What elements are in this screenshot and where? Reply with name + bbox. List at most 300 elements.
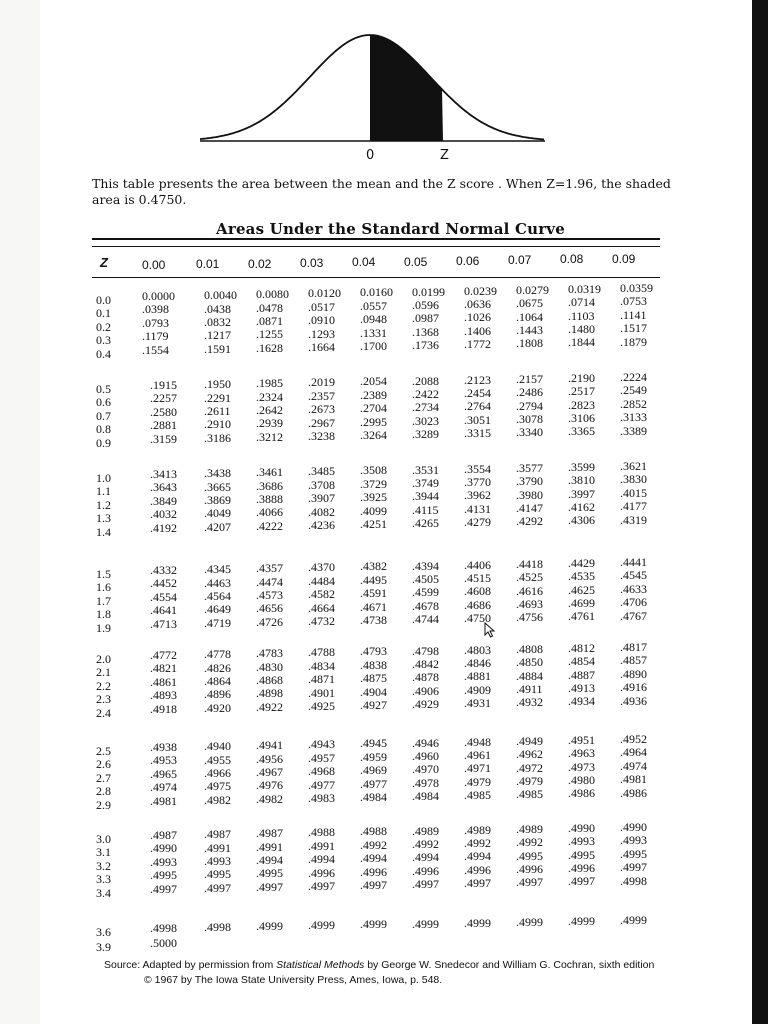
- table-cell: .4881: [464, 669, 491, 684]
- table-cell: .1772: [464, 337, 491, 352]
- table-cell: .1026: [464, 310, 491, 325]
- table-cell: .2967: [308, 415, 335, 430]
- table-cell: .4972: [516, 760, 543, 775]
- table-cell: 0.0000: [142, 289, 175, 303]
- table-cell: .4817: [620, 639, 647, 654]
- table-cell: .4525: [516, 570, 543, 585]
- table-cell: .4960: [412, 748, 439, 763]
- table-cell: .4719: [204, 615, 231, 630]
- table-cell: .4992: [412, 836, 439, 851]
- table-cell: .4967: [256, 765, 283, 779]
- source-line2: © 1967 by The Iowa State University Press, Ames, Iowa, p. 548.: [144, 974, 443, 986]
- table-cell: .4952: [620, 731, 647, 746]
- table-cell: .4938: [150, 740, 177, 754]
- table-cell: .0398: [142, 302, 169, 317]
- table-cell: .0753: [620, 294, 647, 309]
- table-cell: .4994: [360, 851, 387, 866]
- table-cell: .4732: [308, 613, 335, 628]
- table-cell: .1628: [256, 340, 283, 355]
- table-cell: .4989: [412, 823, 439, 838]
- table-cell: .4925: [308, 698, 335, 713]
- table-cell: .4948: [464, 734, 491, 749]
- table-cell: .4292: [516, 514, 543, 529]
- table-cell: .3461: [256, 465, 283, 480]
- row-z-value: 1.1: [96, 484, 111, 499]
- table-cell: .4989: [464, 822, 491, 837]
- table-cell: .2190: [568, 370, 595, 385]
- table-cell: .4993: [150, 854, 177, 869]
- table-cell: .1480: [568, 322, 595, 336]
- row-z-value: 2.3: [96, 692, 111, 707]
- table-cell: .4554: [150, 589, 177, 604]
- table-cell: .4265: [412, 516, 439, 531]
- table-cell: .4998: [620, 873, 647, 888]
- table-cell: .4115: [412, 502, 439, 517]
- column-header: 0.06: [456, 253, 480, 268]
- table-cell: .4992: [360, 837, 387, 852]
- table-cell: .4484: [308, 573, 335, 588]
- table-cell: .4959: [360, 749, 387, 764]
- table-cell: .1554: [142, 342, 169, 357]
- table-cell: .4545: [620, 568, 647, 583]
- table-cell: .4991: [204, 840, 231, 855]
- table-cell: .3133: [620, 410, 647, 425]
- table-cell: .4976: [256, 778, 283, 793]
- table-cell: .4994: [308, 852, 335, 867]
- table-cell: .4998: [150, 921, 177, 935]
- mean-label: 0: [366, 148, 375, 163]
- table-cell: .4997: [150, 881, 177, 896]
- table-cell: .4913: [568, 681, 595, 695]
- table-cell: .1844: [568, 335, 595, 350]
- table-cell: .2549: [620, 383, 647, 398]
- row-z-value: 1.8: [96, 607, 111, 622]
- table-cell: .4394: [412, 558, 439, 573]
- table-cell: .1064: [516, 309, 543, 324]
- table-cell: .4997: [360, 878, 387, 892]
- table-cell: .4999: [620, 912, 647, 927]
- table-cell: .3849: [150, 493, 177, 508]
- table-cell: .4370: [308, 560, 335, 575]
- table-cell: .4505: [412, 571, 439, 586]
- table-cell: .0871: [256, 314, 283, 328]
- table-cell: .3810: [568, 473, 595, 488]
- column-header: 0.07: [508, 253, 532, 268]
- table-cell: .4846: [464, 656, 491, 670]
- table-cell: .2291: [204, 390, 231, 405]
- table-cell: .4066: [256, 505, 283, 520]
- table-cell: .4783: [256, 646, 283, 661]
- row-z-value: 0.6: [96, 395, 111, 410]
- row-z-value: 1.5: [96, 567, 111, 581]
- table-cell: 0.0359: [620, 280, 653, 295]
- table-cell: .4633: [620, 581, 647, 596]
- table-cell: .3708: [308, 477, 335, 492]
- scan-edge-band: [752, 0, 768, 1024]
- table-cell: .4953: [150, 753, 177, 768]
- table-cell: .4999: [516, 914, 543, 929]
- row-z-value: 2.5: [96, 744, 111, 758]
- table-cell: .4994: [464, 849, 491, 864]
- table-cell: .4082: [308, 504, 335, 519]
- table-cell: .2486: [516, 385, 543, 400]
- table-cell: .4345: [204, 562, 231, 577]
- table-cell: .3907: [308, 491, 335, 506]
- table-cell: .4993: [204, 853, 231, 868]
- table-cell: .3888: [256, 492, 283, 506]
- table-cell: .4949: [516, 733, 543, 748]
- table-cell: .4977: [360, 776, 387, 791]
- table-cell: .4686: [464, 597, 491, 612]
- table-cell: .3078: [516, 411, 543, 426]
- column-header: 0.02: [248, 256, 272, 271]
- table-cell: .4750: [464, 611, 491, 626]
- mouse-cursor-icon: [484, 622, 496, 638]
- table-cell: .4236: [308, 517, 335, 532]
- table-cell: .0832: [204, 314, 231, 329]
- table-cell: .3413: [150, 467, 177, 481]
- table-cell: .1443: [516, 322, 543, 337]
- table-cell: .4940: [204, 739, 231, 754]
- table-cell: .4357: [256, 561, 283, 576]
- table-cell: .4251: [360, 517, 387, 531]
- table-cell: .0438: [204, 301, 231, 316]
- table-cell: .4319: [620, 512, 647, 527]
- table-cell: .4999: [568, 913, 595, 928]
- table-cell: .3238: [308, 428, 335, 443]
- table-cell: .4984: [360, 790, 387, 804]
- table-cell: .3106: [568, 411, 595, 425]
- table-cell: .4941: [256, 738, 283, 753]
- table-cell: .2734: [412, 400, 439, 415]
- column-header: 0.08: [560, 252, 584, 267]
- table-cell: .4922: [256, 699, 283, 714]
- table-cell: .1517: [620, 321, 647, 336]
- table-cell: .4979: [516, 773, 543, 788]
- table-cell: .4573: [256, 588, 283, 602]
- table-cell: .4850: [516, 655, 543, 670]
- table-cell: .2794: [516, 398, 543, 413]
- table-cell: .2157: [516, 371, 543, 386]
- table-cell: .2517: [568, 384, 595, 399]
- column-header: 0.09: [612, 251, 636, 266]
- table-cell: .4978: [412, 775, 439, 790]
- table-cell: .0714: [568, 295, 595, 310]
- row-z-value: 3.9: [96, 940, 111, 955]
- table-cell: .4980: [568, 773, 595, 787]
- table-cell: .4015: [620, 485, 647, 500]
- table-cell: .2611: [204, 403, 231, 418]
- table-cell: .4726: [256, 614, 283, 629]
- row-z-value: 3.2: [96, 858, 111, 873]
- row-z-value: 1.9: [96, 620, 111, 635]
- table-cell: 0.0080: [256, 287, 289, 302]
- table-cell: .4887: [568, 667, 595, 682]
- table-cell: .1915: [150, 378, 177, 392]
- row-z-value: 3.3: [96, 872, 111, 887]
- table-cell: .2852: [620, 396, 647, 411]
- intro-text: This table presents the area between the mean and the Z score . When Z=1.96, the shaded area is 0.4750.: [92, 176, 671, 207]
- table-cell: .4744: [412, 612, 439, 627]
- table-cell: .4625: [568, 582, 595, 597]
- table-cell: .4998: [204, 920, 231, 935]
- table-cell: .4995: [568, 847, 595, 862]
- table-cell: .4131: [464, 501, 491, 516]
- table-cell: .1664: [308, 339, 335, 354]
- table-cell: .4929: [412, 697, 439, 712]
- table-cell: .2704: [360, 401, 387, 416]
- column-header: 0.00: [142, 258, 166, 272]
- table-cell: .4463: [204, 575, 231, 590]
- table-cell: .4049: [204, 506, 231, 521]
- table-cell: .4957: [308, 750, 335, 765]
- table-cell: .4678: [412, 598, 439, 613]
- table-cell: 0.0239: [464, 283, 497, 298]
- table-cell: .0793: [142, 315, 169, 330]
- table-cell: .4896: [204, 687, 231, 702]
- shaded-area: [370, 35, 443, 141]
- header-top-rule: [92, 246, 660, 247]
- table-cell: .1141: [620, 307, 647, 322]
- table-cell: .3389: [620, 423, 647, 438]
- table-cell: .4332: [150, 563, 177, 577]
- table-cell: .4279: [464, 515, 491, 530]
- table-cell: .0636: [464, 297, 491, 311]
- table-cell: .3599: [568, 459, 595, 474]
- table-cell: .4382: [360, 559, 387, 574]
- table-cell: .3554: [464, 461, 491, 476]
- row-z-value: 0.3: [96, 333, 111, 348]
- table-cell: .4964: [620, 745, 647, 760]
- table-cell: .4918: [150, 701, 177, 716]
- table-cell: .4656: [256, 601, 283, 616]
- row-z-value: 0.7: [96, 408, 111, 423]
- table-cell: .4986: [568, 786, 595, 801]
- table-cell: .2324: [256, 389, 283, 404]
- table-cell: .4997: [464, 876, 491, 891]
- row-z-value: 2.9: [96, 797, 111, 812]
- table-cell: .4441: [620, 554, 647, 569]
- table-cell: .4962: [516, 747, 543, 762]
- table-cell: .4177: [620, 499, 647, 514]
- table-title: Areas Under the Standard Normal Curve: [216, 220, 565, 238]
- table-cell: .4772: [150, 648, 177, 662]
- table-cell: .3830: [620, 472, 647, 487]
- table-cell: .1700: [360, 339, 387, 353]
- table-cell: .0987: [412, 311, 439, 326]
- table-cell: .4803: [464, 642, 491, 657]
- table-cell: .4901: [308, 685, 335, 700]
- table-cell: .0948: [360, 312, 387, 327]
- table-cell: .4418: [516, 556, 543, 571]
- table-cell: .4996: [464, 862, 491, 877]
- z-label: Z: [440, 148, 449, 163]
- table-cell: .3729: [360, 476, 387, 491]
- table-cell: .4162: [568, 500, 595, 514]
- table-cell: .4983: [308, 790, 335, 805]
- row-z-value: 1.3: [96, 511, 111, 526]
- table-cell: .3264: [360, 428, 387, 442]
- table-cell: .4761: [568, 609, 595, 624]
- table-cell: .3531: [412, 462, 439, 477]
- table-cell: .4564: [204, 588, 231, 603]
- table-cell: .1217: [204, 328, 231, 343]
- table-cell: .4997: [412, 877, 439, 892]
- table-cell: .4969: [360, 763, 387, 778]
- table-cell: .4996: [568, 861, 595, 875]
- table-cell: .1179: [142, 329, 169, 344]
- table-cell: .4495: [360, 572, 387, 587]
- table-cell: 0.0120: [308, 286, 341, 301]
- table-cell: .2422: [412, 386, 439, 401]
- table-cell: .2019: [308, 375, 335, 390]
- table-cell: .1736: [412, 338, 439, 353]
- table-cell: .4788: [308, 645, 335, 660]
- table-cell: .4808: [516, 641, 543, 656]
- table-cell: .2642: [256, 403, 283, 417]
- table-cell: .3925: [360, 490, 387, 505]
- table-cell: .4943: [308, 737, 335, 752]
- table-cell: .3212: [256, 429, 283, 444]
- table-cell: .4997: [308, 878, 335, 893]
- z-column-header: Z: [100, 255, 108, 270]
- table-cell: .4997: [620, 860, 647, 875]
- table-cell: .4996: [360, 864, 387, 879]
- table-cell: .0557: [360, 298, 387, 313]
- table-cell: .2389: [360, 387, 387, 402]
- table-cell: .3159: [150, 431, 177, 446]
- table-cell: .1406: [464, 323, 491, 338]
- table-cell: .4991: [308, 838, 335, 853]
- table-cell: .4192: [150, 520, 177, 535]
- table-cell: .4995: [256, 866, 283, 881]
- table-cell: .4608: [464, 584, 491, 599]
- table-cell: .3508: [360, 463, 387, 478]
- table-cell: .4999: [256, 919, 283, 934]
- table-cell: .4778: [204, 647, 231, 662]
- table-cell: .4890: [620, 666, 647, 681]
- table-cell: .4864: [204, 673, 231, 688]
- table-cell: .4582: [308, 587, 335, 602]
- table-cell: .4971: [464, 761, 491, 776]
- header-bottom-rule: [92, 277, 660, 278]
- table-cell: .4996: [516, 861, 543, 876]
- table-cell: .4591: [360, 586, 387, 601]
- table-cell: .2881: [150, 418, 177, 433]
- table-cell: .4884: [516, 668, 543, 683]
- row-z-value: 0.5: [96, 382, 111, 396]
- table-cell: .4699: [568, 596, 595, 610]
- table-cell: .3749: [412, 475, 439, 490]
- table-cell: .4993: [568, 834, 595, 849]
- table-cell: .4641: [150, 603, 177, 618]
- table-cell: .4909: [464, 682, 491, 697]
- table-cell: .3686: [256, 478, 283, 493]
- row-z-value: 2.4: [96, 705, 111, 720]
- table-cell: .4147: [516, 500, 543, 515]
- column-header: 0.01: [196, 257, 220, 272]
- table-cell: 0.0319: [568, 281, 601, 296]
- table-cell: .4875: [360, 671, 387, 686]
- row-z-value: 0.2: [96, 319, 111, 334]
- row-z-value: 3.0: [96, 832, 111, 846]
- table-cell: .3485: [308, 464, 335, 479]
- table-cell: .2224: [620, 369, 647, 384]
- table-cell: .4981: [150, 793, 177, 808]
- table-cell: .3289: [412, 427, 439, 442]
- table-cell: .4979: [464, 774, 491, 789]
- table-cell: .4893: [150, 688, 177, 703]
- table-cell: .4984: [412, 789, 439, 804]
- table-cell: .3051: [464, 412, 491, 427]
- row-z-value: 2.0: [96, 652, 111, 666]
- table-cell: .4616: [516, 583, 543, 598]
- table-cell: .4793: [360, 644, 387, 659]
- table-cell: .4767: [620, 608, 647, 623]
- row-z-value: 1.2: [96, 497, 111, 512]
- table-cell: .4974: [150, 780, 177, 795]
- table-cell: .4987: [150, 828, 177, 842]
- table-cell: .2673: [308, 402, 335, 417]
- table-cell: .5000: [150, 936, 177, 951]
- table-cell: .4671: [360, 599, 387, 614]
- table-cell: .1879: [620, 334, 647, 349]
- row-z-value: 0.0: [96, 293, 111, 307]
- table-cell: 0.0040: [204, 288, 237, 303]
- table-cell: .4906: [412, 683, 439, 698]
- row-z-value: 1.4: [96, 524, 111, 539]
- table-cell: .0910: [308, 313, 335, 328]
- table-cell: .3962: [464, 488, 491, 503]
- table-cell: .4946: [412, 735, 439, 750]
- table-cell: .4995: [204, 867, 231, 882]
- table-cell: .1255: [256, 327, 283, 342]
- table-cell: .4977: [308, 777, 335, 792]
- table-cell: .4834: [308, 658, 335, 673]
- table-cell: .4798: [412, 643, 439, 658]
- table-cell: .4973: [568, 759, 595, 774]
- table-cell: .2995: [360, 414, 387, 429]
- table-cell: 0.0279: [516, 282, 549, 297]
- table-cell: .4830: [256, 659, 283, 674]
- table-cell: .4871: [308, 672, 335, 687]
- row-z-value: 2.1: [96, 665, 111, 680]
- table-cell: .4429: [568, 555, 595, 570]
- table-cell: .4988: [308, 825, 335, 840]
- table-cell: .2910: [204, 417, 231, 432]
- table-cell: .4756: [516, 610, 543, 625]
- table-cell: .4927: [360, 698, 387, 712]
- table-cell: .4992: [464, 836, 491, 850]
- table-cell: .2123: [464, 372, 491, 387]
- table-cell: .4738: [360, 613, 387, 627]
- table-cell: .4664: [308, 600, 335, 615]
- table-cell: .4963: [568, 746, 595, 761]
- table-cell: .3365: [568, 424, 595, 439]
- table-cell: .4535: [568, 569, 595, 584]
- table-cell: .3869: [204, 492, 231, 507]
- table-cell: .4821: [150, 661, 177, 676]
- table-cell: .4997: [204, 880, 231, 895]
- table-cell: .4406: [464, 557, 491, 572]
- row-z-value: 0.1: [96, 306, 111, 321]
- table-cell: .4474: [256, 574, 283, 589]
- row-z-value: 2.8: [96, 784, 111, 799]
- table-cell: .1591: [204, 341, 231, 356]
- table-cell: .4898: [256, 686, 283, 701]
- table-cell: .4861: [150, 674, 177, 689]
- table-cell: .4951: [568, 732, 595, 747]
